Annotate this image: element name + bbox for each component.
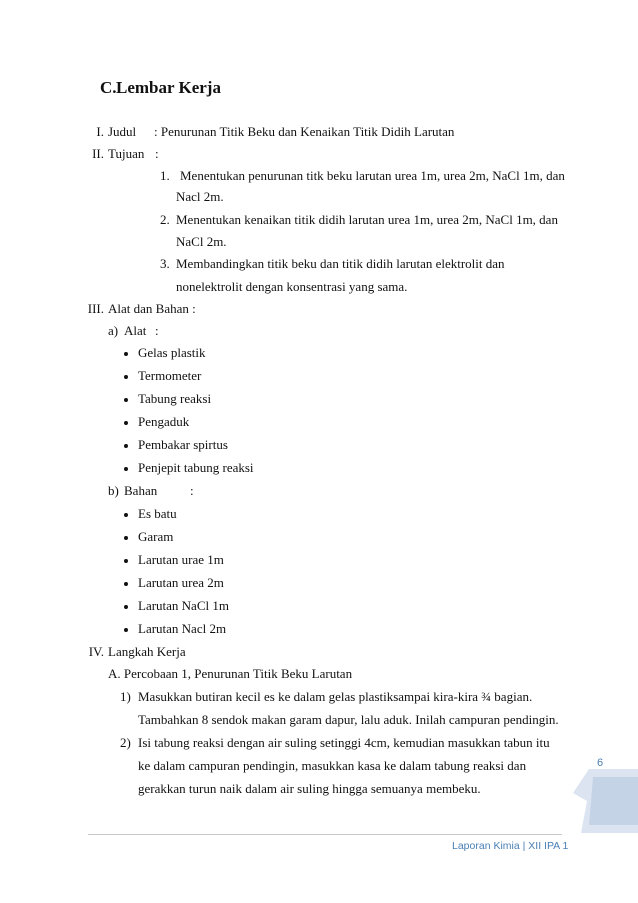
judul-number: I.	[96, 124, 104, 139]
judul-text: : Penurunan Titik Beku dan Kenaikan Titik Didih Larutan	[154, 124, 455, 139]
bullet-icon	[124, 444, 128, 448]
alat-colon: :	[155, 323, 159, 338]
step-text: Tambahkan 8 sendok makan garam dapur, lalu aduk. Inilah campuran pendingin.	[138, 712, 559, 727]
tujuan-item-number: 3.	[160, 256, 170, 271]
tujuan-item-number: 1.	[160, 168, 170, 183]
alat-letter: a)	[108, 323, 119, 338]
step-text: Masukkan butiran kecil es ke dalam gelas plastiksampai kira-kira ¾ bagian.	[138, 689, 533, 704]
tujuan-item-text: Menentukan penurunan titk beku larutan urea 1m, urea 2m, NaCl 1m, dan	[180, 168, 565, 183]
step-text: gerakkan turun naik dalam air suling hingga semuanya membeku.	[138, 781, 481, 796]
alat-item: Pembakar spirtus	[138, 437, 228, 452]
bahan-item: Garam	[138, 529, 174, 544]
footer-divider	[88, 834, 562, 835]
step-text: Isi tabung reaksi dengan air suling setinggi 4cm, kemudian masukkan tabun itu	[138, 735, 550, 750]
bahan-label: Bahan	[124, 483, 158, 498]
tujuan-item-text: Membandingkan titik beku dan titik didih larutan elektrolit dan	[176, 256, 505, 271]
page-number: 6	[597, 757, 604, 769]
bahan-letter: b)	[108, 483, 119, 498]
tujuan-item-text: nonelektrolit dengan konsentrasi yang sama.	[176, 279, 408, 294]
tujuan-item-text: Menentukan kenaikan titik didih larutan urea 1m, urea 2m, NaCl 1m, dan	[176, 212, 558, 227]
bahan-colon: :	[190, 483, 194, 498]
bahan-item: Larutan urae 1m	[138, 552, 224, 567]
bullet-icon	[124, 398, 128, 402]
bullet-icon	[124, 421, 128, 425]
bullet-icon	[124, 467, 128, 471]
bullet-icon	[124, 628, 128, 632]
bullet-icon	[124, 559, 128, 563]
section-heading	[100, 78, 221, 98]
bahan-item: Es batu	[138, 506, 177, 521]
bahan-item: Larutan urea 2m	[138, 575, 224, 590]
alat-item: Pengaduk	[138, 414, 190, 429]
bullet-icon	[124, 605, 128, 609]
tujuan-item-number: 2.	[160, 212, 170, 227]
tujuan-number: II.	[92, 146, 104, 161]
bullet-icon	[124, 513, 128, 517]
langkah-number: IV.	[88, 644, 104, 659]
alat-item: Gelas plastik	[138, 345, 206, 360]
alat-item: Penjepit tabung reaksi	[138, 460, 254, 475]
bullet-icon	[124, 536, 128, 540]
tujuan-colon: :	[155, 146, 159, 161]
footer-text: Laporan Kimia | XII IPA 1	[452, 840, 569, 852]
section-title: Lembar Kerja	[116, 78, 221, 97]
bullet-icon	[124, 352, 128, 356]
alat-bahan-number: III.	[87, 301, 104, 316]
bullet-icon	[124, 375, 128, 379]
tujuan-item-text: Nacl 2m.	[176, 189, 224, 204]
tujuan-label: Tujuan	[108, 146, 145, 161]
section-letter: C.	[100, 78, 117, 97]
page-tab-decoration	[567, 733, 638, 833]
step-number: 1)	[120, 689, 131, 704]
step-text: ke dalam campuran pendingin, masukkan kasa ke dalam tabung reaksi dan	[138, 758, 527, 773]
judul-label: Judul	[108, 124, 137, 139]
alat-item: Tabung reaksi	[138, 391, 212, 406]
tujuan-item-text: NaCl 2m.	[176, 234, 227, 249]
alat-label: Alat	[124, 323, 147, 338]
alat-bahan-label: Alat dan Bahan :	[108, 301, 196, 316]
bahan-item: Larutan Nacl 2m	[138, 621, 227, 636]
percobaan-heading: A. Percobaan 1, Penurunan Titik Beku Larutan	[108, 666, 353, 681]
alat-item: Termometer	[138, 368, 202, 383]
step-number: 2)	[120, 735, 131, 750]
langkah-label: Langkah Kerja	[108, 644, 186, 659]
bullet-icon	[124, 582, 128, 586]
bahan-item: Larutan NaCl 1m	[138, 598, 229, 613]
